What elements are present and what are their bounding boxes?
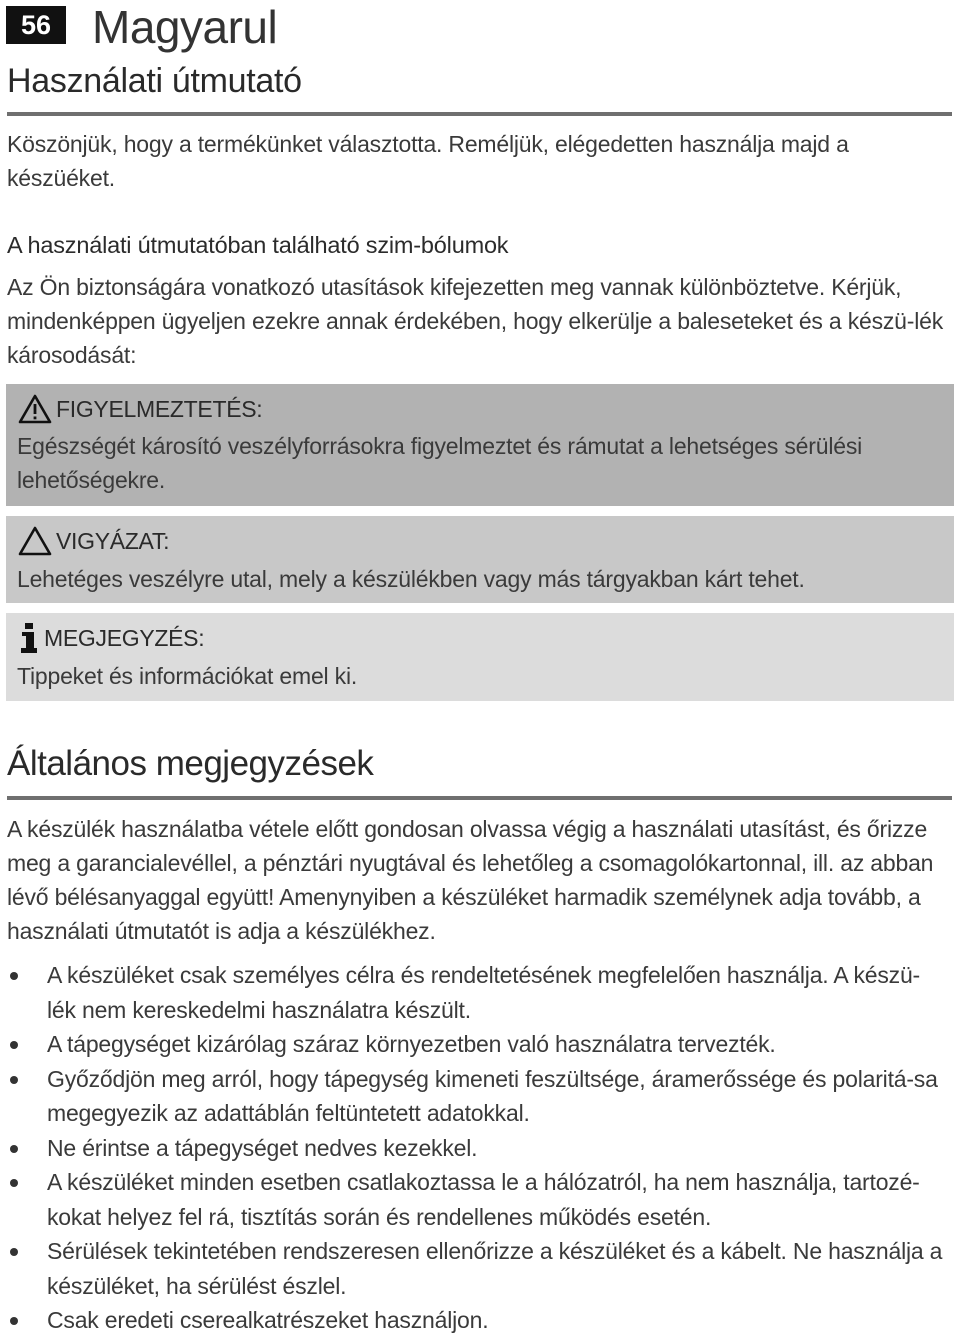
warning-label: [18, 394, 262, 424]
section-title: Általános megjegyzések: [7, 744, 374, 783]
info-icon: [18, 622, 40, 654]
manual-title: Használati útmutató: [7, 62, 302, 100]
warning-label-text: FIGYELMEZTETÉS:: [56, 395, 263, 422]
bullet-icon: [10, 1041, 18, 1049]
list-item: A készüléket csak személyes célra és rendeltetésének megfelelően használja. A készü-lék nem kereskedelmi használatra készült.: [7, 958, 946, 1027]
note-text: Tippeket és információkat emel ki.: [17, 663, 358, 689]
warning-triangle-icon: [18, 394, 52, 424]
bullet-list: [7, 958, 946, 1338]
symbols-heading: A használati útmutatóban található szim-bólumok: [7, 232, 509, 258]
language-heading: Magyarul: [92, 1, 278, 53]
bullet-icon: [10, 1076, 18, 1084]
caution-box: [6, 516, 954, 603]
list-item: A tápegységet kizárólag száraz környezetben való használatra tervezték.: [7, 1027, 946, 1062]
list-item: Győződjön meg arról, hogy tápegység kimeneti feszültsége, áramerőssége és polaritá-sa megegyezik az adattáblán feltüntetett adatokkal.: [7, 1062, 946, 1131]
warning-box: [6, 384, 954, 506]
general-paragraph: A készülék használatba vétele előtt gondosan olvassa végig a használati utasítást, és őrizze meg a garancialevéllel, a pénztári nyugtával és lehetőleg a csomagolókartonnal, ill. az abban lévő bélésanyaggal együtt! Amenynyiben a készüléket harmadik személynek adja tovább, a használati útmutatót is adja a készülékhez.: [7, 816, 934, 944]
caution-label-text: VIGYÁZAT:: [56, 527, 170, 554]
section-divider: [7, 796, 952, 800]
note-label-text: MEGJEGYZÉS:: [44, 624, 205, 651]
intro-paragraph: Köszönjük, hogy a termékünket választotta. Reméljük, elégedetten használja majd a készüéket.: [7, 131, 849, 191]
bullet-icon: [10, 1179, 18, 1187]
list-item: A készüléket minden esetben csatlakoztassa le a hálózatról, ha nem használja, tartozé-kokat helyez fel rá, tisztítás során és rendellenes működés esetén.: [7, 1165, 946, 1234]
list-item: Csak eredeti cserealkatrészeket használjon.: [7, 1303, 946, 1338]
bullet-icon: [10, 1317, 18, 1325]
note-label: [18, 622, 204, 654]
note-box: [6, 613, 954, 701]
header-divider: [7, 112, 952, 116]
bullet-icon: [10, 1248, 18, 1256]
page-number: 56: [6, 6, 66, 44]
list-item: Sérülések tekintetében rendszeresen ellenőrizze a készüléket és a kábelt. Ne használja a készüléket, ha sérülést észlel.: [7, 1234, 946, 1303]
bullet-icon: [10, 972, 18, 980]
caution-label: [18, 526, 169, 556]
caution-text: Lehetéges veszélyre utal, mely a készülékben vagy más tárgyakban kárt tehet.: [17, 566, 805, 592]
bullet-icon: [10, 1145, 18, 1153]
caution-triangle-icon: [18, 526, 52, 556]
warning-text: Egészségét károsító veszélyforrásokra figyelmeztet és rámutat a lehetséges sérülési lehetőségekre.: [17, 433, 863, 493]
symbols-paragraph: Az Ön biztonságára vonatkozó utasítások kifejezetten meg vannak különböztetve. Kérjük, mindenképpen ügyeljen ezekre annak érdekében, hogy elkerülje a baleseteket és a készü-lék károsodását:: [7, 274, 944, 368]
list-item: Ne érintse a tápegységet nedves kezekkel.: [7, 1131, 946, 1166]
